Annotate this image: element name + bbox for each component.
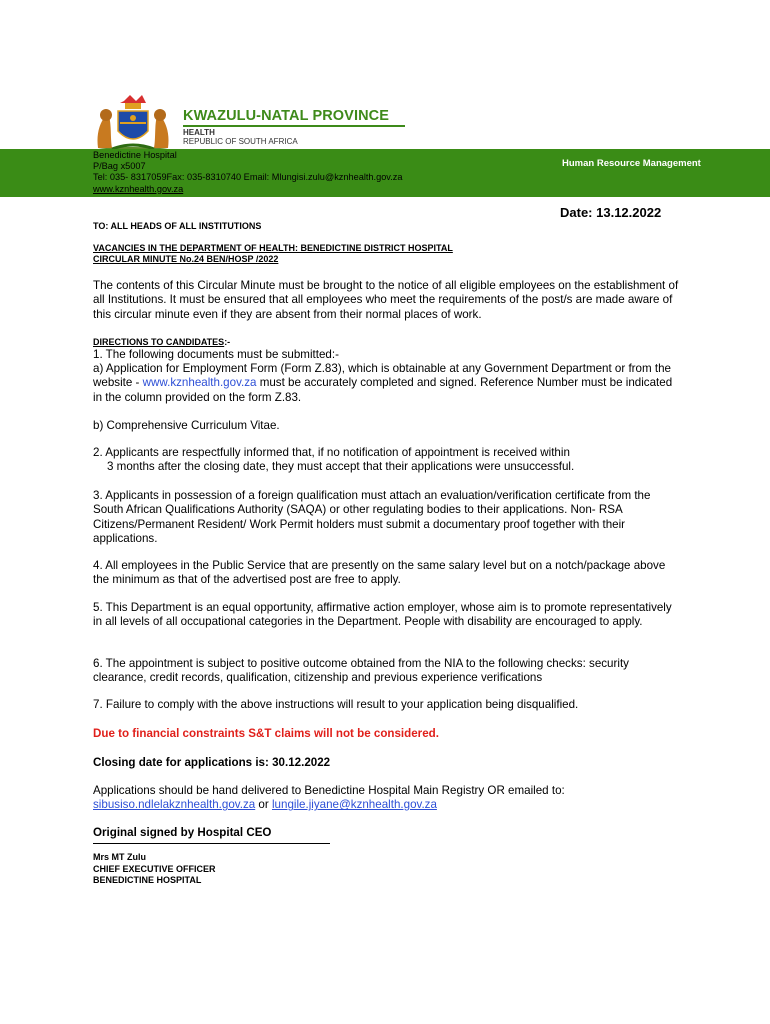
item-1a-text-cont: must be accurately completed and signed. Reference Number must be indicated in the column provided on the form Z.83. xyxy=(93,376,673,404)
unit-label: Human Resource Management xyxy=(562,158,701,169)
signature-line xyxy=(93,843,330,844)
signatory-name: Mrs MT Zulu xyxy=(93,852,146,862)
department-line-2: REPUBLIC OF SOUTH AFRICA xyxy=(183,137,298,146)
item-1: 1. The following documents must be submitted:- xyxy=(93,348,339,361)
contact-line: Tel: 035- 8317059Fax: 035-8310740 Email: Mlungisi.zulu@kznhealth.gov.za xyxy=(93,172,403,183)
application-emails xyxy=(93,798,683,812)
signed-statement: Original signed by Hospital CEO xyxy=(93,826,272,839)
item-5: 5. This Department is an equal opportunity, affirmative action employer, whose aim is to promote representatively in all levels of all occupational categories in the Department. People with disability are encouraged to apply. xyxy=(93,601,672,629)
coat-of-arms-logo xyxy=(90,93,176,155)
directions-suffix: :- xyxy=(224,337,231,347)
subject-line-2: CIRCULAR MINUTE No.24 BEN/HOSP /2022 xyxy=(93,253,279,264)
province-rule xyxy=(183,125,405,127)
application-text: Applications should be hand delivered to Benedictine Hospital Main Registry OR emailed to: xyxy=(93,784,565,797)
intro-paragraph: The contents of this Circular Minute must be brought to the notice of all eligible employees on the establishment of all Institutions. It must be ensured that all employees who meet the requirements of the post/s are made aware of this circular minute even if they are absent from their normal places of work. xyxy=(93,279,679,321)
item-4: 4. All employees in the Public Service that are presently on the same salary level but on a notch/package above the minimum as that of the advertised post are free to apply. xyxy=(93,559,666,587)
item-1a-text: a) Application for Employment Form (Form Z.83), which is obtainable at any Government Department or from the website - xyxy=(93,362,671,390)
closing-date: Closing date for applications is: 30.12.2022 xyxy=(93,756,331,769)
circular-date: Date: 13.12.2022 xyxy=(560,205,662,220)
email-link-2[interactable]: lungile.jiyane@kznhealth.gov.za xyxy=(271,798,437,812)
signatory-title: CHIEF EXECUTIVE OFFICER xyxy=(93,863,216,874)
directions-heading xyxy=(93,337,230,347)
item-6: 6. The appointment is subject to positive outcome obtained from the NIA to the following checks: security clearance, credit records, qualification, citizenship and previous experience verifications xyxy=(93,657,629,685)
department-line-1: HEALTH xyxy=(183,128,215,137)
item-2-line-2: 3 months after the closing date, they must accept that their applications were unsuccessful. xyxy=(107,460,575,474)
item-2-line-1: 2. Applicants are respectfully informed that, if no notification of appointment is received within xyxy=(93,446,570,459)
signatory-org: BENEDICTINE HOSPITAL xyxy=(93,875,202,886)
financial-notice: Due to financial constraints S&T claims will not be considered. xyxy=(93,727,439,740)
po-box: P/Bag x5007 xyxy=(93,161,146,172)
website-link[interactable]: www.kznhealth.gov.za xyxy=(93,183,184,194)
department-label xyxy=(183,128,298,146)
subject-heading xyxy=(93,243,453,264)
item-2 xyxy=(93,446,683,475)
application-instructions xyxy=(93,784,683,813)
or-text: or xyxy=(255,798,272,812)
province-title: KWAZULU-NATAL PROVINCE xyxy=(183,108,389,124)
hospital-name: Benedictine Hospital xyxy=(93,150,177,160)
directions-heading-text: DIRECTIONS TO CANDIDATES xyxy=(93,337,225,347)
kznhealth-link[interactable]: www.kznhealth.gov.za xyxy=(142,376,257,390)
hospital-address xyxy=(93,150,402,195)
item-1b: b) Comprehensive Curriculum Vitae. xyxy=(93,419,280,432)
subject-line-1: VACANCIES IN THE DEPARTMENT OF HEALTH: BENEDICTINE DISTRICT HOSPITAL xyxy=(93,243,453,253)
email-link-1[interactable]: sibusiso.ndlelakznhealth.gov.za xyxy=(93,798,256,812)
recipients-line: TO: ALL HEADS OF ALL INSTITUTIONS xyxy=(93,221,262,231)
item-1a xyxy=(93,362,683,405)
signatory-block xyxy=(93,852,216,887)
item-3: 3. Applicants in possession of a foreign qualification must attach an evaluation/verification certificate from the South African Qualifications Authority (SAQA) or other regulating bodies to their applications. Non- RSA Citizens/Permanent Resident/ Work Permit holders must submit a documentary proof together with their applications. xyxy=(93,489,651,545)
item-7: 7. Failure to comply with the above instructions will result to your application being disqualified. xyxy=(93,698,579,711)
